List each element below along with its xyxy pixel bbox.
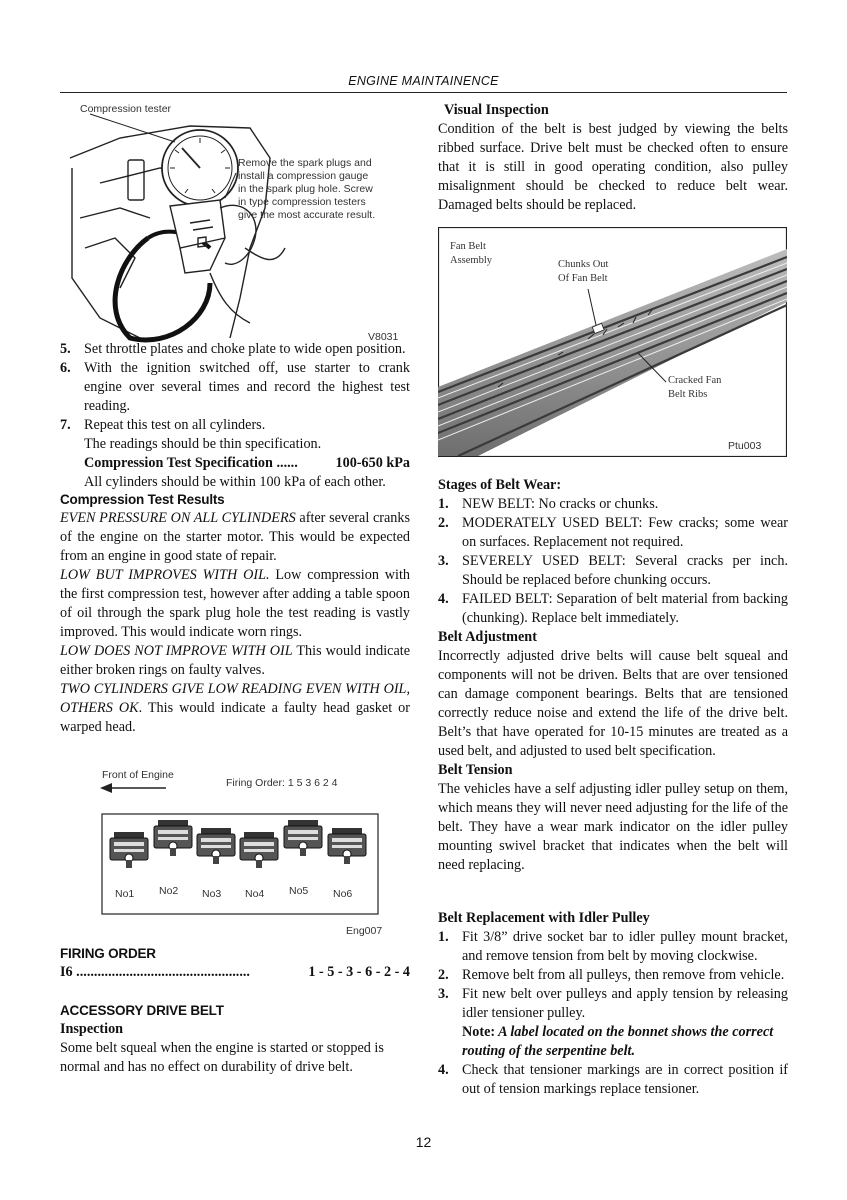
firing-order-figure xyxy=(96,766,386,942)
list-item xyxy=(438,514,788,552)
step-text: MODERATELY USED BELT: Few cracks; some wear on surfaces. Replacement not required. xyxy=(462,515,788,550)
result-term: EVEN PRESSURE ON ALL CYLINDERS xyxy=(60,510,296,526)
cylinder-label: No4 xyxy=(245,888,265,900)
stages-list xyxy=(438,495,788,628)
list-item xyxy=(438,495,788,514)
list-item xyxy=(60,416,410,435)
firing-order-heading: FIRING ORDER xyxy=(60,946,156,961)
page-number: 12 xyxy=(415,1134,432,1150)
front-arrow-icon xyxy=(100,783,166,793)
piston-icon xyxy=(328,828,366,864)
adjustment-heading: Belt Adjustment xyxy=(438,629,537,645)
result-term: TWO CYLINDERS GIVE LOW READING EVEN WITH OIL, OTHERS OK xyxy=(60,681,410,716)
cracked-label-line-2: Belt Ribs xyxy=(668,389,708,400)
list-item xyxy=(438,552,788,590)
piston-icon xyxy=(240,832,278,868)
list-item xyxy=(438,1061,788,1099)
piston-icon xyxy=(154,820,192,856)
figure-code: Ptu003 xyxy=(728,440,762,452)
accessory-section xyxy=(60,1001,410,1077)
front-of-engine-label: Front of Engine xyxy=(102,769,174,781)
stages-heading: Stages of Belt Wear: xyxy=(438,477,562,493)
cracked-label-line-1: Cracked Fan xyxy=(668,375,722,386)
replacement-steps xyxy=(438,928,788,1023)
belt-replacement-section xyxy=(438,909,788,1099)
accessory-heading: ACCESSORY DRIVE BELT xyxy=(60,1003,224,1018)
readings-note: The readings should be thin specification. xyxy=(84,436,322,452)
compression-steps xyxy=(60,340,410,435)
step-text: Fit new belt over pulleys and apply tension by releasing idler tensioner pulley. xyxy=(462,986,788,1021)
list-item xyxy=(438,928,788,966)
step-text: Check that tensioner markings are in correct position if out of tension markings replace tensioner. xyxy=(462,1062,788,1097)
list-item xyxy=(438,985,788,1023)
compression-tester-figure xyxy=(60,98,420,346)
engine-type: I6 xyxy=(60,964,73,980)
firing-order-line xyxy=(60,963,410,982)
result-desc: This would indicate either broken rings on faulty valves. xyxy=(60,643,411,678)
cylinder-label: No6 xyxy=(333,888,353,900)
chunks-label-line-1: Chunks Out xyxy=(558,259,609,270)
step-text: FAILED BELT: Separation of belt material from backing (chunking). Replace belt immediately. xyxy=(462,591,788,626)
step-number: 1. xyxy=(438,496,449,512)
within-note: All cylinders should be within 100 kPa of each other. xyxy=(84,474,386,490)
firing-sequence: 1 - 5 - 3 - 6 - 2 - 4 xyxy=(308,964,410,980)
leader-dots: ................................................. xyxy=(76,964,250,980)
step-text: SEVERELY USED BELT: Several cracks per inch. Should be replaced before chunking occurs. xyxy=(462,553,788,588)
step-number: 3. xyxy=(438,986,449,1002)
figure-caption-line-4: in type compression testers xyxy=(238,196,366,208)
step-number: 2. xyxy=(438,967,449,983)
figure-caption-line-2: install a compression gauge xyxy=(238,170,369,182)
fan-belt-figure xyxy=(438,227,787,457)
result-low-improves xyxy=(60,566,410,642)
visual-inspection-section xyxy=(438,101,788,215)
cylinder-label: No2 xyxy=(159,885,179,897)
fan-belt-label-line-1: Fan Belt xyxy=(450,241,486,252)
spec-value: 100-650 kPa xyxy=(335,455,410,471)
result-desc: . This would indicate a faulty head gasket or warped head. xyxy=(60,700,410,735)
step-text: Remove belt from all pulleys, then remove from vehicle. xyxy=(462,967,785,983)
result-two-cylinders xyxy=(60,680,410,737)
result-term: LOW DOES NOT IMPROVE WITH OIL xyxy=(60,643,293,659)
step-number: 6. xyxy=(60,360,71,376)
step-number: 1. xyxy=(438,929,449,945)
piston-icon xyxy=(284,820,322,856)
compression-spec xyxy=(60,454,410,473)
note-label: Note: xyxy=(462,1024,496,1040)
list-item xyxy=(438,966,788,985)
step-number: 2. xyxy=(438,515,449,531)
list-item xyxy=(60,359,410,416)
result-desc: after several cranks of the engine on the starter motor. This would be expected from an engine in good state of repair. xyxy=(60,510,410,564)
replacement-note xyxy=(438,1023,788,1061)
result-low-no-improve xyxy=(60,642,410,680)
step-number: 7. xyxy=(60,417,71,433)
visual-inspection-heading: Visual Inspection xyxy=(444,102,549,118)
spec-label: Compression Test Specification xyxy=(84,455,273,471)
compression-steps-block xyxy=(60,340,410,492)
figure-code: Eng007 xyxy=(346,925,383,937)
step-text: Set throttle plates and choke plate to wide open position. xyxy=(84,341,406,357)
visual-inspection-text: Condition of the belt is best judged by viewing the belts ribbed surface. Drive belt must be checked often to ensure that it is still in good operating condition, also pulley misalignment should be checked to reduce belt wear. Damaged belts should be replaced. xyxy=(438,121,788,213)
result-term: LOW BUT IMPROVES WITH OIL. xyxy=(60,567,270,583)
note-text: A label located on the bonnet shows the correct routing of the serpentine belt. xyxy=(462,1024,774,1059)
piston-icon xyxy=(110,832,148,868)
accessory-text: Some belt squeal when the engine is started or stopped is normal and has no effect on durability of drive belt. xyxy=(60,1040,384,1075)
replacement-heading: Belt Replacement with Idler Pulley xyxy=(438,910,650,926)
figure-caption-line-1: Remove the spark plugs and xyxy=(238,157,372,169)
inspection-subheading: Inspection xyxy=(60,1021,124,1037)
figure-code: V8031 xyxy=(368,331,399,343)
fan-belt-label-line-2: Assembly xyxy=(450,255,492,266)
chunks-label-line-2: Of Fan Belt xyxy=(558,273,608,284)
firing-order-section xyxy=(60,944,410,982)
pistons-group xyxy=(110,820,366,900)
step-text: NEW BELT: No cracks or chunks. xyxy=(462,496,659,512)
step-number: 5. xyxy=(60,341,71,357)
list-item xyxy=(60,340,410,359)
step-number: 4. xyxy=(438,1062,449,1078)
spec-dots: ...... xyxy=(276,455,298,471)
step-number: 4. xyxy=(438,591,449,607)
figure-caption-line-3: in the spark plug hole. Screw xyxy=(238,183,373,195)
firing-order-label: Firing Order: 1 5 3 6 2 4 xyxy=(226,777,338,789)
result-even-pressure xyxy=(60,509,410,566)
figure-caption-line-5: give the most accurate result. xyxy=(238,209,376,221)
results-heading: Compression Test Results xyxy=(60,492,225,507)
step-text: With the ignition switched off, use starter to crank engine over several times and record the highest test reading. xyxy=(84,360,410,414)
tension-heading: Belt Tension xyxy=(438,762,513,778)
list-item xyxy=(438,590,788,628)
cylinder-label: No1 xyxy=(115,888,135,900)
results-section xyxy=(60,490,410,737)
adjustment-text: Incorrectly adjusted drive belts will cause belt squeal and components will not be driven. Belts that are over tensioned can damage component bearings. Belts that are tensioned correctly reduce noise and extend the life of the drive belt. Belt’s that have operated for 10-15 minutes are treated as a used belt, and adjusted to used belt specification. xyxy=(438,648,788,759)
tension-text: The vehicles have a self adjusting idler pulley setup on them, which means they will never need adjusting for the life of the belt. They have a wear mark indicator on the idler pulley mounting swivel bracket that indicates when the belt will need replacing. xyxy=(438,781,788,873)
result-desc: Low compression with the first compression test, however after adding a table spoon of oil through the spark plug hole the test reading is vastly improved. This would indicate worn rings. xyxy=(60,567,410,640)
replacement-steps-cont xyxy=(438,1061,788,1099)
cylinder-label: No5 xyxy=(289,885,309,897)
step-number: 3. xyxy=(438,553,449,569)
cylinder-label: No3 xyxy=(202,888,222,900)
page-header: ENGINE MAINTAINENCE xyxy=(348,74,499,88)
piston-icon xyxy=(197,828,235,864)
header-rule xyxy=(60,92,787,93)
belt-wear-section xyxy=(438,476,788,875)
step-text: Fit 3/8” drive socket bar to idler pulley mount bracket, and remove tension from belt by moving clockwise. xyxy=(462,929,788,964)
step-text: Repeat this test on all cylinders. xyxy=(84,417,266,433)
compression-tester-label: Compression tester xyxy=(80,103,172,115)
